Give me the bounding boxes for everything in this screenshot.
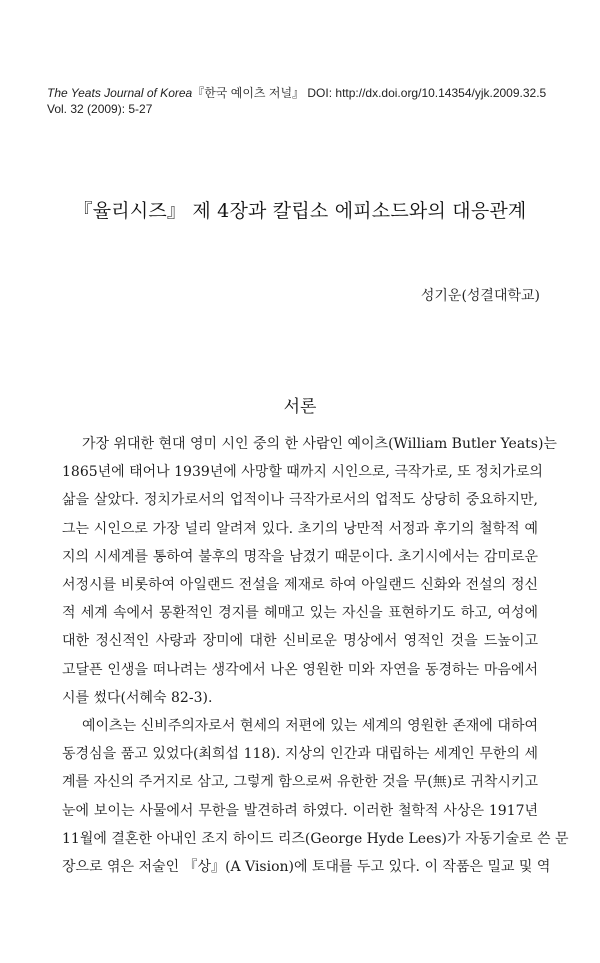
text-line: 장으로 엮은 저술인 『상』(A Vision)에 토대를 두고 있다. 이 작품은 밀교 및 역 — [62, 859, 551, 876]
section-heading: 서론 — [283, 397, 317, 417]
text-line: 가장 위대한 현대 영미 시인 중의 한 사람인 예이츠(William Butler Yeats)는 — [82, 436, 557, 452]
journal-volume: Vol. 32 (2009): 5-27 — [47, 102, 153, 116]
paragraph — [62, 430, 557, 712]
article-author: 성기운(성결대학교) — [420, 288, 540, 304]
text-line: 1865년에 태어나 1939년에 사망할 때까지 시인으로, 극작가로, 또 정치가로의 — [62, 464, 543, 481]
journal-header — [47, 85, 567, 117]
text-line: 적 세계 속에서 몽환적인 경지를 헤매고 있는 자신을 표현하기도 하고, 여성에 — [62, 605, 538, 622]
paragraph — [62, 712, 569, 881]
text-line: 지의 시세계를 통하여 불후의 명작을 남겼기 때문이다. 초기시에서는 감미로운 — [62, 548, 538, 565]
article-title: 『율리시즈』 제 4장과 칼립소 에피소드와의 대응관계 — [73, 200, 527, 222]
text-line: 눈에 보이는 사물에서 무한을 발견하려 하였다. 이러한 철학적 사상은 1917년 — [62, 802, 538, 819]
article-body — [62, 430, 569, 881]
journal-name: The Yeats Journal of Korea — [47, 86, 193, 100]
text-line: 계를 자신의 주거지로 삼고, 그렇게 함으로써 유한한 것을 무(無)로 귀착시키고 — [62, 774, 538, 791]
journal-doi[interactable]: DOI: http://dx.doi.org/10.14354/yjk.2009.32.5 — [307, 86, 547, 100]
text-line: 시를 썼다(서혜숙 82-3). — [62, 689, 213, 706]
text-line: 서정시를 비롯하여 아일랜드 전설을 제재로 하여 아일랜드 신화와 전설의 정신 — [62, 577, 538, 594]
text-line: 그는 시인으로 가장 널리 알려져 있다. 초기의 낭만적 서정과 후기의 철학적 예 — [62, 520, 538, 537]
journal-korean-name: 『한국 예이츠 저널』 — [192, 86, 305, 100]
text-line: 대한 정신적인 사랑과 장미에 대한 신비로운 명상에서 영적인 것을 드높이고 — [62, 633, 538, 650]
text-line: 삶을 살았다. 정치가로서의 업적이나 극작가로서의 업적도 상당히 중요하지만, — [62, 492, 538, 509]
text-line: 고달픈 인생을 떠나려는 생각에서 나온 영원한 미와 자연을 동경하는 마음에서 — [62, 661, 538, 678]
journal-citation-line — [47, 85, 567, 101]
text-line: 동경심을 품고 있었다(최희섭 118). 지상의 인간과 대립하는 세계인 무한의 세 — [62, 746, 538, 763]
text-line: 11월에 결혼한 아내인 조지 하이드 리즈(George Hyde Lees)가 자동기술로 쓴 문 — [62, 830, 569, 847]
text-line: 예이츠는 신비주의자로서 현세의 저편에 있는 세계의 영원한 존재에 대하여 — [82, 718, 539, 735]
